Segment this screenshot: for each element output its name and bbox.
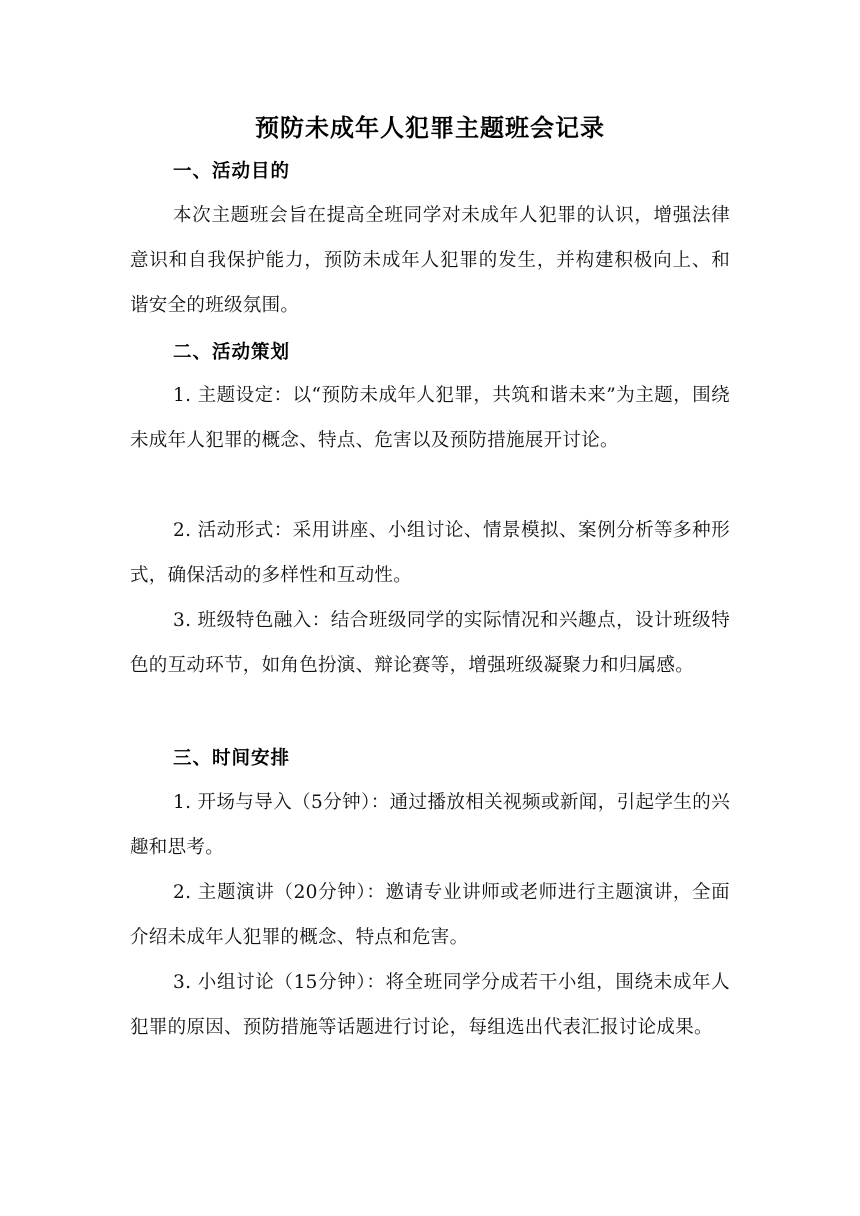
paragraph-planning-3: 3. 班级特色融入：结合班级同学的实际情况和兴趣点，设计班级特色的互动环节，如角色扮演、辩论赛等，增强班级凝聚力和归属感。 xyxy=(130,610,730,676)
section-heading-planning: 二、活动策划 xyxy=(173,342,291,363)
paragraph-schedule-1: 1. 开场与导入（5分钟）：通过播放相关视频或新闻，引起学生的兴趣和思考。 xyxy=(130,792,730,858)
paragraph-schedule-2: 2. 主题演讲（20分钟）：邀请专业讲师或老师进行主题演讲，全面介绍未成年人犯罪的概念、特点和危害。 xyxy=(130,882,730,948)
section-heading-purpose: 一、活动目的 xyxy=(173,161,291,182)
paragraph-planning-1: 1. 主题设定：以“预防未成年人犯罪，共筑和谐未来”为主题，围绕未成年人犯罪的概念、特点、危害以及预防措施展开讨论。 xyxy=(130,385,730,451)
section-heading-schedule: 三、时间安排 xyxy=(173,748,291,769)
paragraph-purpose: 本次主题班会旨在提高全班同学对未成年人犯罪的认识，增强法律意识和自我保护能力，预防未成年人犯罪的发生，并构建积极向上、和谐安全的班级氛围。 xyxy=(130,205,730,316)
paragraph-planning-2: 2. 活动形式：采用讲座、小组讨论、情景模拟、案例分析等多种形式，确保活动的多样性和互动性。 xyxy=(130,520,730,586)
paragraph-schedule-3: 3. 小组讨论（15分钟）：将全班同学分成若干小组，围绕未成年人犯罪的原因、预防措施等话题进行讨论，每组选出代表汇报讨论成果。 xyxy=(130,972,730,1038)
document-title: 预防未成年人犯罪主题班会记录 xyxy=(255,114,605,142)
